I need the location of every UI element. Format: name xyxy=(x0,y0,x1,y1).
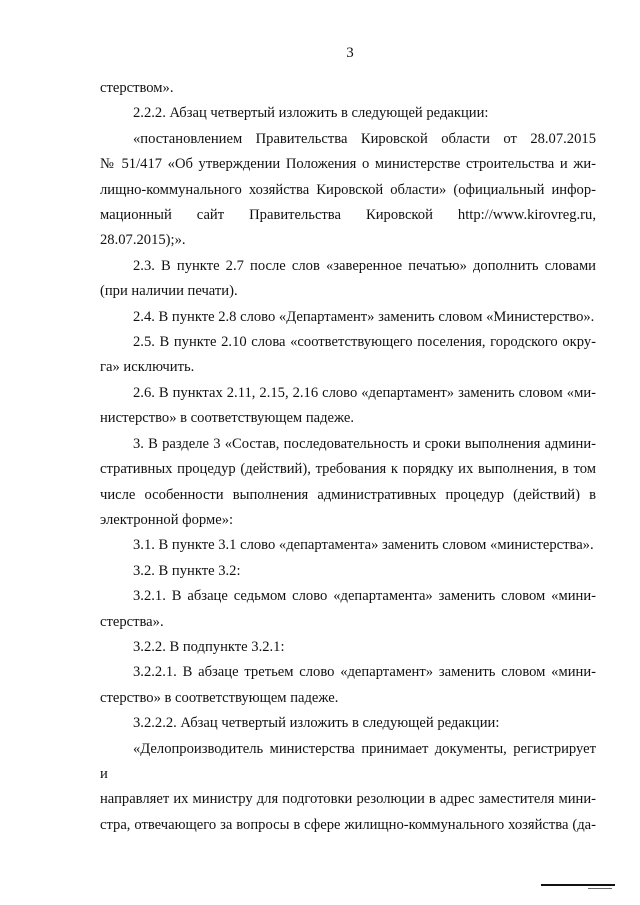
text-line: «Делопроизводитель министерства принимает документы, регистрирует и xyxy=(100,740,596,782)
text-line: лищно-коммунального хозяйства Кировской области» (официальный инфор- xyxy=(100,181,596,198)
text-line: 3.2. В пункте 3.2: xyxy=(133,562,241,579)
text-line: направляет их министру для подготовки резолюции в адрес заместителя мини- xyxy=(100,791,596,808)
paragraph-3-1 xyxy=(100,533,596,558)
paragraph-continuation xyxy=(100,76,596,101)
paragraph-3-2 xyxy=(100,559,596,584)
text-line: 28.07.2015);». xyxy=(100,232,186,249)
paragraph-2-4 xyxy=(100,305,596,330)
text-line: № 51/417 «Об утверждении Положения о министерстве строительства и жи- xyxy=(100,156,596,173)
paragraph-2-2-2 xyxy=(100,101,596,126)
footer-rule xyxy=(541,884,615,886)
text-line: нистерство» в соответствующем падеже. xyxy=(100,410,355,427)
text-line: 3. В разделе 3 «Состав, последовательность и сроки выполнения админи- xyxy=(133,435,596,452)
text-line: 2.2.2. Абзац четвертый изложить в следующей редакции: xyxy=(133,105,489,122)
paragraph-quote-resolution xyxy=(100,127,596,254)
paragraph-3-2-2-1 xyxy=(100,660,596,711)
text-line: 2.6. В пунктах 2.11, 2.15, 2.16 слово «департамент» заменить словом «ми- xyxy=(133,384,596,401)
text-line: стративных процедур (действий), требования к порядку их выполнения, в том xyxy=(100,461,596,478)
paragraph-quote-clerk xyxy=(100,737,596,839)
text-line: стерством». xyxy=(100,80,174,96)
text-line: 3.2.1. В абзаце седьмом слово «департамента» заменить словом «мини- xyxy=(133,588,596,605)
text-line: 3.2.2. В подпункте 3.2.1: xyxy=(133,638,285,655)
text-line: стерства». xyxy=(100,613,164,630)
text-line: 3.2.2.1. В абзаце третьем слово «департамент» заменить словом «мини- xyxy=(133,664,596,681)
footer-rule-mark xyxy=(588,888,612,889)
text-line: 2.3. В пункте 2.7 после слов «заверенное печатью» дополнить словами xyxy=(133,257,596,274)
text-line: 3.1. В пункте 3.1 слово «департамента» заменить словом «министерства». xyxy=(133,537,594,554)
text-line: 3.2.2.2. Абзац четвертый изложить в следующей редакции: xyxy=(133,715,500,732)
document-body xyxy=(100,76,596,838)
paragraph-2-6 xyxy=(100,381,596,432)
paragraph-3 xyxy=(100,432,596,534)
text-line: (при наличии печати). xyxy=(100,283,238,300)
text-line: стра, отвечающего за вопросы в сфере жилищно-коммунального хозяйства (да- xyxy=(100,816,596,833)
text-line: электронной форме»: xyxy=(100,511,234,528)
paragraph-3-2-2-2 xyxy=(100,711,596,736)
paragraph-3-2-1 xyxy=(100,584,596,635)
text-line: 2.5. В пункте 2.10 слова «соответствующего поселения, городского окру- xyxy=(133,334,596,351)
paragraph-2-3 xyxy=(100,254,596,305)
text-line: га» исключить. xyxy=(100,359,195,376)
text-line: стерство» в соответствующем падеже. xyxy=(100,689,339,706)
text-line: числе особенности выполнения административных процедур (действий) в xyxy=(100,486,596,503)
text-line: мационный сайт Правительства Кировской http://www.kirovreg.ru, xyxy=(100,207,596,224)
text-line: «постановлением Правительства Кировской области от 28.07.2015 xyxy=(133,130,596,147)
text-line: 2.4. В пункте 2.8 слово «Департамент» заменить словом «Министерство». xyxy=(133,308,595,325)
paragraph-2-5 xyxy=(100,330,596,381)
page-number: 3 xyxy=(346,45,354,61)
paragraph-3-2-2 xyxy=(100,635,596,660)
